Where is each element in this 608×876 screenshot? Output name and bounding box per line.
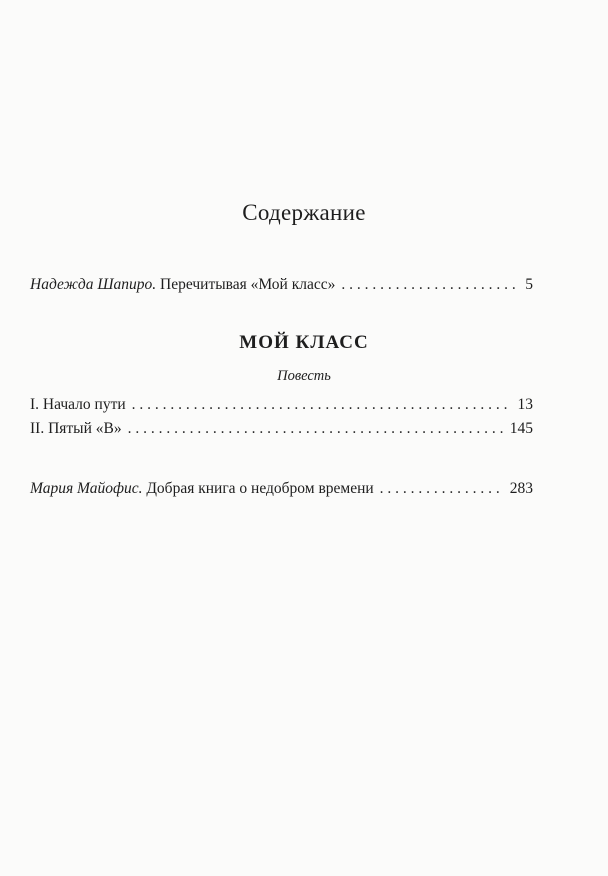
- toc-entry-title: Добрая книга о недобром времени: [146, 480, 374, 497]
- toc-title: Содержание: [242, 200, 366, 225]
- toc-entry-page: 5: [525, 276, 533, 293]
- toc-chapter-title: II. Пятый «В»: [30, 420, 122, 437]
- toc-entry-author: Мария Майофис.: [30, 480, 143, 497]
- toc-chapter: [30, 420, 533, 438]
- toc-entry-author: Надежда Шапиро.: [30, 276, 157, 293]
- dot-leader: [341, 276, 519, 294]
- toc-chapter: [30, 396, 533, 414]
- toc-chapter-page: 145: [509, 420, 533, 437]
- toc-entry-title: Перечитывая «Мой класс»: [160, 276, 336, 293]
- dot-leader: [128, 420, 504, 438]
- dot-leader: [132, 396, 512, 414]
- section-heading: МОЙ КЛАСС: [239, 332, 369, 353]
- toc-entry: [30, 480, 533, 498]
- toc-entry-page: 283: [509, 480, 533, 497]
- toc-chapter-page: 13: [517, 396, 533, 413]
- toc-chapter-title: I. Начало пути: [30, 396, 126, 413]
- toc-entry: [30, 276, 533, 294]
- section-subtitle: Повесть: [277, 368, 331, 384]
- dot-leader: [380, 480, 504, 498]
